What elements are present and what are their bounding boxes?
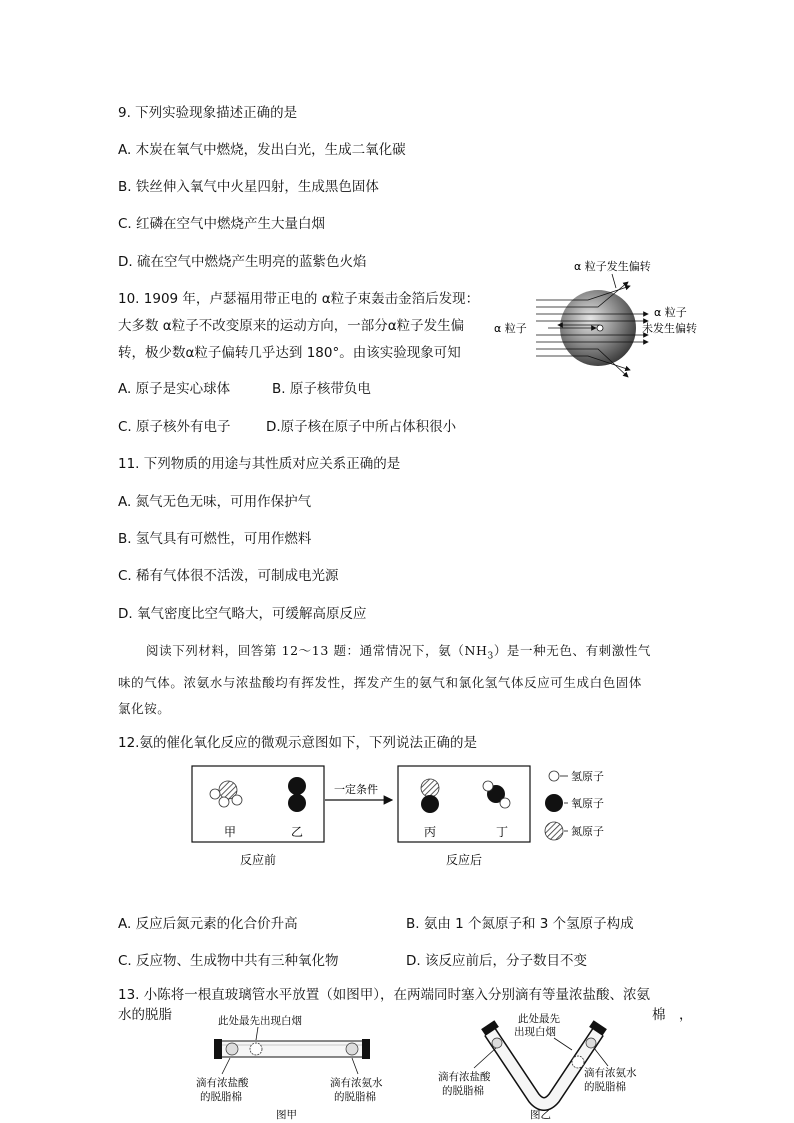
q11-option-b: B. 氢气具有可燃性，可用作燃料 xyxy=(118,531,312,547)
q9-option-a: A. 木炭在氧气中燃烧，发出白光，生成二氧化碳 xyxy=(118,142,406,158)
yi-hcl-label-1: 滴有浓盐酸 xyxy=(438,1071,491,1083)
label-yi: 乙 xyxy=(291,825,304,839)
q12-option-c: C. 反应物、生成物中共有三种氧化物 xyxy=(118,953,339,969)
v-glass-tube-outline xyxy=(490,1032,598,1104)
legend-nitrogen: 氮原子 xyxy=(571,825,604,838)
reading-material xyxy=(118,638,688,722)
alpha-label-deflected: α 粒子发生偏转 xyxy=(574,260,651,273)
q11-option-d: D. 氧气密度比空气略大，可缓解高原反应 xyxy=(118,606,367,622)
figure-jia-straight-tube xyxy=(192,1010,392,1123)
legend-oxygen: 氧原子 xyxy=(571,797,604,810)
label-bing: 丙 xyxy=(424,825,437,839)
q12-option-b: B. 氨由 1 个氮原子和 3 个氢原子构成 xyxy=(406,916,634,932)
straight-glass-tube xyxy=(218,1041,366,1057)
material-subscript: 3 xyxy=(487,651,494,662)
alpha-label-straight-2: 未发生偏转 xyxy=(642,322,697,335)
yi-smoke-label-1: 此处最先 xyxy=(518,1013,560,1025)
q10-stem-line-2: 大多数 α粒子不改变原来的运动方向，一部分α粒子发生偏 xyxy=(118,318,465,334)
alpha-label-incoming: α 粒子 xyxy=(494,322,527,335)
left-stopper xyxy=(214,1039,222,1059)
label-jia: 甲 xyxy=(224,825,237,839)
yi-smoke-spot xyxy=(572,1056,584,1068)
q10-option-d: D.原子核在原子中所占体积很小 xyxy=(266,419,457,435)
yi-nh3-label-1: 滴有浓氨水 xyxy=(584,1067,637,1079)
legend-nitrogen-icon xyxy=(545,822,563,840)
jia-smoke-label: 此处最先出现白烟 xyxy=(218,1015,302,1027)
q10-option-b: B. 原子核带负电 xyxy=(272,381,371,397)
label-after: 反应后 xyxy=(446,853,483,867)
condition-label: 一定条件 xyxy=(334,783,378,796)
reaction-micro-diagram xyxy=(188,760,628,872)
q12-stem: 12.氨的催化氧化反应的微观示意图如下，下列说法正确的是 xyxy=(118,735,477,751)
legend-hydrogen-icon xyxy=(549,771,559,781)
jia-nh3-label-2: 的脱脂棉 xyxy=(334,1091,376,1103)
q11-option-c: C. 稀有气体很不活泼，可制成电光源 xyxy=(118,568,339,584)
material-line-3: 氯化铵。 xyxy=(118,700,171,716)
q13-stem-line-2a: 水的脱脂 xyxy=(118,1007,172,1023)
q12-option-d: D. 该反应前后，分子数目不变 xyxy=(406,953,587,969)
q10-option-c: C. 原子核外有电子 xyxy=(118,419,231,435)
alpha-label-straight-1: α 粒子 xyxy=(654,306,687,319)
q10-stem-line-3: 转，极少数α粒子偏转几乎达到 180°。由该实验现象可知 xyxy=(118,345,461,361)
material-line-1: 阅读下列材料，回答第 12～13 题：通常情况下，氨（NH xyxy=(146,643,488,658)
q9-option-d: D. 硫在空气中燃烧产生明亮的蓝紫色火焰 xyxy=(118,254,367,270)
legend-oxygen-icon xyxy=(545,794,563,812)
yi-hcl-label-2: 的脱脂棉 xyxy=(442,1085,484,1097)
jia-caption: 图甲 xyxy=(276,1109,297,1121)
jia-nh3-label-1: 滴有浓氨水 xyxy=(330,1077,383,1089)
legend-hydrogen: 氢原子 xyxy=(571,770,604,783)
jia-smoke-spot xyxy=(250,1043,262,1055)
label-before: 反应前 xyxy=(240,853,277,867)
material-line-1b: ）是一种无色、有刺激性气 xyxy=(493,643,652,658)
material-line-2: 味的气体。浓氨水与浓盐酸均有挥发性，挥发产生的氨气和氯化氢气体反应可生成白色固体 xyxy=(118,674,643,690)
q10-option-a: A. 原子是实心球体 xyxy=(118,381,231,397)
q9-option-c: C. 红磷在空气中燃烧产生大量白烟 xyxy=(118,216,326,232)
label-ding: 丁 xyxy=(496,825,509,839)
alpha-scattering-diagram xyxy=(488,252,718,392)
right-stopper xyxy=(362,1039,370,1059)
q13-stem-line-1: 13. 小陈将一根直玻璃管水平放置（如图甲），在两端同时塞入分别滴有等量浓盐酸、浓氨 xyxy=(118,987,651,1003)
q9-option-b: B. 铁丝伸入氧气中火星四射，生成黑色固体 xyxy=(118,179,379,195)
yi-caption: 图乙 xyxy=(530,1109,551,1121)
q11-stem: 11. 下列物质的用途与其性质对应关系正确的是 xyxy=(118,456,401,472)
q13-stem-line-2b: 棉 ， xyxy=(652,1007,693,1023)
jia-hcl-label-2: 的脱脂棉 xyxy=(200,1091,242,1103)
nucleus-dot xyxy=(597,325,603,331)
figure-yi-v-tube xyxy=(434,1010,654,1123)
yi-smoke-label-2: 出现白烟 xyxy=(514,1026,556,1038)
yi-nh3-label-2: 的脱脂棉 xyxy=(584,1081,626,1093)
q11-option-a: A. 氮气无色无味，可用作保护气 xyxy=(118,494,312,510)
q10-stem-line-1: 10. 1909 年，卢瑟福用带正电的 α粒子束轰击金箔后发现： xyxy=(118,291,480,307)
q12-option-a: A. 反应后氮元素的化合价升高 xyxy=(118,916,298,932)
jia-hcl-label-1: 滴有浓盐酸 xyxy=(196,1077,249,1089)
q9-stem: 9. 下列实验现象描述正确的是 xyxy=(118,105,298,121)
